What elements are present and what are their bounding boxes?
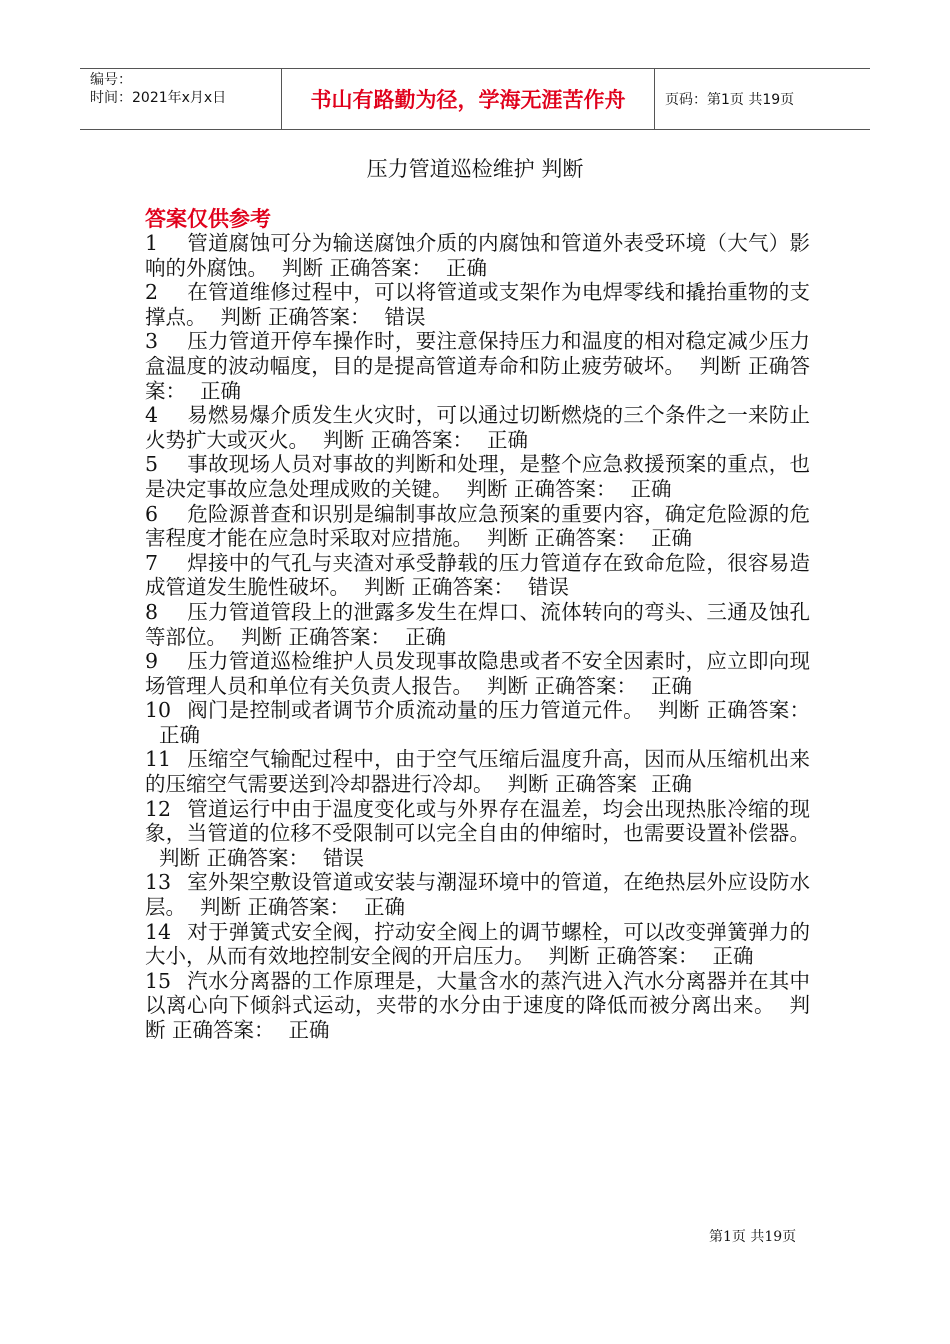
question-item [145, 920, 810, 969]
question-text: 压力管道开停车操作时，要注意保持压力和温度的相对稳定减少压力盒温度的波动幅度，目的是提高管道寿命和防止疲劳破坏。 [145, 329, 810, 378]
question-type: 判断 [548, 944, 590, 969]
answer-value: 错误 [528, 575, 570, 600]
date-label: 时间：2021年x月x日 [90, 90, 227, 106]
question-type: 判断 [364, 575, 405, 600]
question-item [145, 649, 810, 698]
question-number: 8 [145, 599, 159, 624]
question-text: 阀门是控制或者调节介质流动量的压力管道元件。 [187, 698, 644, 723]
question-text: 焊接中的气孔与夹渣对承受静载的压力管道存在致命危险，很容易造成管道发生脆性破坏。 [145, 550, 810, 600]
question-text: 在管道维修过程中，可以将管道或支架作为电焊零线和撬抬重物的支撑点。 [145, 280, 810, 329]
question-item [145, 231, 810, 280]
question-type: 判断 [507, 772, 549, 797]
question-type: 判断 [200, 895, 241, 920]
question-number: 10 [145, 698, 172, 723]
question-type: 判断 [323, 427, 364, 452]
question-number: 3 [145, 329, 159, 354]
answer-label: 正确答案： [534, 526, 638, 551]
question-item [145, 403, 810, 452]
question-item [145, 969, 810, 1043]
question-text: 危险源普查和识别是编制事故应急预案的重要内容，确定危险源的危害程度才能在应急时采取对应措施。 [145, 501, 810, 551]
answer-label: 正确答案： [534, 673, 638, 698]
answer-value: 正确 [651, 673, 693, 698]
question-item [145, 452, 810, 501]
question-number: 6 [145, 501, 159, 526]
answer-value: 错误 [323, 845, 365, 870]
question-item [145, 797, 810, 871]
question-number: 11 [145, 747, 172, 772]
answer-label: 正确答案： [247, 895, 351, 920]
question-text: 汽水分离器的工作原理是，大量含水的蒸汽进入汽水分离器并在其中以离心向下倾斜式运动，夹带的水分由于速度的降低而被分离出来。 [145, 968, 810, 1018]
question-text: 对于弹簧式安全阀，拧动安全阀上的调节螺栓，可以改变弹簧弹力的大小，从而有效地控制安全阀的开启压力。 [145, 919, 810, 969]
question-text: 室外架空敷设管道或安装与潮湿环境中的管道，在绝热层外应设防水层。 [145, 870, 810, 920]
answer-value: 正确 [364, 895, 406, 920]
answer-label: 正确答案： [145, 353, 810, 403]
question-text: 压缩空气输配过程中，由于空气压缩后温度升高，因而从压缩机出来的压缩空气需要送到冷却器进行冷却。 [145, 747, 810, 797]
question-item [145, 280, 810, 329]
answer-label: 正确答案： [411, 575, 515, 600]
answer-label: 正确答案： [172, 1018, 275, 1042]
question-list [145, 231, 810, 1043]
answer-value: 正确 [651, 772, 693, 797]
answer-value: 正确 [200, 378, 241, 403]
question-item [145, 600, 810, 649]
question-number: 9 [145, 649, 159, 674]
answer-label: 正确答案： [596, 944, 699, 969]
answer-value: 正确 [159, 722, 200, 747]
answer-value: 错误 [384, 304, 426, 329]
question-number: 12 [145, 796, 172, 821]
question-type: 判断 [699, 353, 742, 378]
question-type: 判断 [145, 993, 810, 1042]
reference-note: 答案仅供参考 [145, 207, 271, 231]
answer-label: 正确答案： [206, 845, 310, 870]
header-page-number: 页码：第1页 共19页 [665, 92, 795, 108]
question-text: 易燃易爆介质发生火灾时，可以通过切断燃烧的三个条件之一来防止火势扩大或灭火。 [145, 403, 810, 452]
document-title: 压力管道巡检维护 判断 [366, 157, 584, 181]
answer-value: 正确 [446, 255, 488, 280]
answer-value: 正确 [405, 624, 447, 649]
answer-label: 正确答案 [555, 772, 638, 797]
answer-value: 正确 [712, 944, 754, 969]
question-number: 7 [145, 550, 159, 575]
question-item [145, 747, 810, 796]
question-item [145, 329, 810, 403]
header-meta [80, 69, 282, 129]
question-item [145, 551, 810, 600]
question-type: 判断 [241, 624, 282, 649]
answer-label: 正确答案： [706, 698, 811, 723]
answer-label: 正确答案： [514, 476, 617, 501]
question-type: 判断 [487, 526, 528, 551]
question-item [145, 698, 810, 747]
answer-label: 正确答案： [268, 304, 371, 329]
page-header [80, 68, 870, 130]
answer-label: 正确答案： [329, 255, 433, 280]
question-number: 5 [145, 452, 159, 477]
question-number: 14 [145, 919, 172, 944]
serial-label: 编号： [90, 72, 132, 88]
question-type: 判断 [282, 255, 323, 280]
question-number: 15 [145, 968, 172, 993]
question-type: 判断 [487, 673, 528, 698]
answer-value: 正确 [651, 526, 693, 551]
question-number: 1 [145, 231, 159, 255]
question-type: 判断 [159, 845, 200, 870]
header-motto: 书山有路勤为径，学海无涯苦作舟 [282, 69, 655, 129]
question-text: 管道运行中由于温度变化或与外界存在温差，均会出现热胀冷缩的现象，当管道的位移不受限制可以完全自由的伸缩时，也需要设置补偿器。 [145, 796, 810, 846]
answer-label: 正确答案： [288, 624, 392, 649]
question-type: 判断 [220, 304, 262, 329]
question-text: 压力管道管段上的泄露多发生在焊口、流体转向的弯头、三通及蚀孔等部位。 [145, 599, 810, 649]
question-text: 压力管道巡检维护人员发现事故隐患或者不安全因素时，应立即向现场管理人员和单位有关负责人报告。 [145, 649, 810, 698]
answer-value: 正确 [630, 476, 672, 501]
page-footer: 第1页 共19页 [709, 1229, 797, 1245]
question-item [145, 870, 810, 919]
question-number: 13 [145, 870, 172, 895]
question-text: 事故现场人员对事故的判断和处理，是整个应急救援预案的重点，也是决定事故应急处理成败的关键。 [145, 452, 810, 501]
question-type: 判断 [466, 476, 508, 501]
question-item [145, 502, 810, 551]
question-type: 判断 [657, 698, 700, 723]
question-text: 管道腐蚀可分为输送腐蚀介质的内腐蚀和管道外表受环境（大气）影响的外腐蚀。 [145, 231, 810, 280]
question-number: 2 [145, 280, 159, 305]
answer-label: 正确答案： [370, 427, 474, 452]
answer-value: 正确 [487, 427, 529, 452]
answer-value: 正确 [288, 1018, 330, 1042]
question-number: 4 [145, 403, 159, 428]
